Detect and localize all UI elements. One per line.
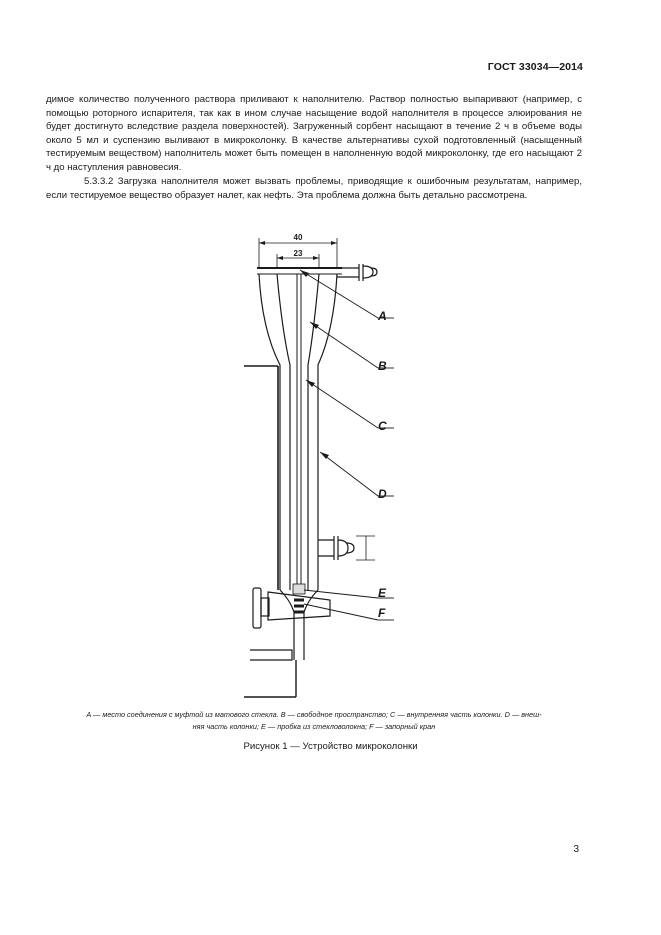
inner-wall-left — [277, 274, 290, 590]
figure-legend — [46, 709, 582, 733]
bottom-side-connector — [318, 536, 348, 560]
legend-line-1: A — место соединения с муфтой из матового стекла. B — свободное пространство; C — внутренняя часть колонки. D — внеш- — [86, 710, 542, 719]
leader-e — [304, 590, 378, 598]
page-number: 3 — [573, 844, 579, 855]
stand-base-clamp — [250, 650, 292, 660]
dimension-inner-label: 23 — [293, 249, 303, 258]
leader-d — [320, 452, 378, 496]
label-d: D — [378, 487, 387, 501]
glass-wool-plug — [293, 584, 305, 594]
label-b: B — [378, 359, 387, 373]
label-c: C — [378, 419, 387, 433]
figure-caption: Рисунок 1 — Устройство микроколонки — [243, 741, 418, 752]
microcolumn-figure — [0, 220, 661, 710]
inner-wall-right — [308, 274, 319, 590]
legend-line-2: няя часть колонки; E — пробка из стекловолокна; F — запорный кран — [192, 722, 436, 731]
outer-wall-left — [259, 274, 280, 590]
label-f: F — [378, 606, 386, 620]
dimension-outer-label: 40 — [293, 233, 303, 242]
leader-c — [306, 380, 378, 428]
paragraph-2: 5.3.3.2 Загрузка наполнителя может вызвать проблемы, приводящие к ошибочным результатам, например, если тестируемое вещество образует налет, как нефть. Эта проблема должна быть детально рассмотрена. — [46, 176, 582, 201]
paragraph-1: димое количество полученного раствора приливают к наполнителю. Раствор полностью выпаривают (например, с помощью роторного испарителя, так как в ином случае насыщение водой наполнителя в процессе элюирования не будет достигнуто вследствие раздела поверхностей). Загруженный сорбент насыщают в течение 2 ч в объеме воды около 5 мл и суспензию выливают в микроколонку. В качестве альтернативы сухой подготовленный (насыщенный тестируемым веществом) наполнитель может быть помещен в наполненную водой микроколонку, где его насыщают 2 ч до наступления равновесия. — [46, 94, 582, 173]
leader-f — [304, 604, 378, 620]
document-standard-header: ГОСТ 33034—2014 — [487, 61, 583, 73]
label-a: A — [378, 309, 387, 323]
top-side-connector — [337, 264, 373, 281]
body-text — [46, 93, 582, 202]
label-e: E — [378, 586, 387, 600]
stopcock-handle — [253, 588, 261, 628]
